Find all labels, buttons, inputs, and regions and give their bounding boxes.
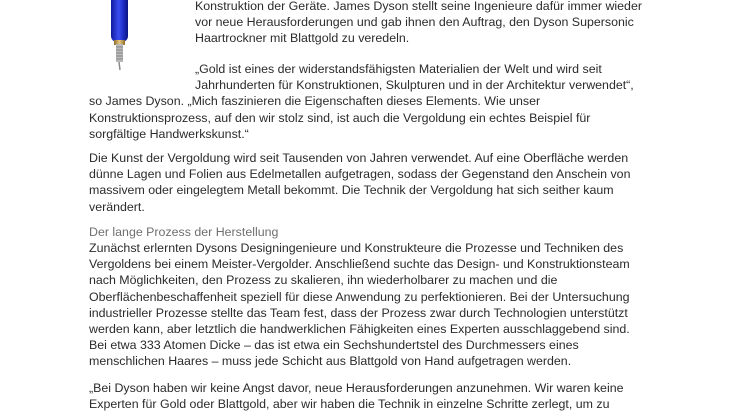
- text-line: dünne Lagen und Folien aus Edelmetallen aufgetragen, sodass der Gegenstand den Anschein von: [89, 167, 631, 182]
- text-line: Haartrockner mit Blattgold zu veredeln.: [195, 31, 410, 46]
- text-line: Die Kunst der Vergoldung wird seit Tausenden von Jahren verwendet. Auf eine Oberfläche werden: [89, 151, 629, 165]
- text-line: menschlichen Haares – muss jede Schicht aus Blattgold von Hand aufgetragen werden.: [89, 354, 572, 369]
- text-line: „Gold ist eines der widerstandsfähigsten Materialien der Welt und wird seit: [195, 62, 602, 76]
- text-line: Oberflächenbeschaffenheit speziell für diese Anwendung zu perfektionieren. Bei der Untersuchung: [89, 289, 630, 304]
- gilding-history-paragraph: [89, 150, 655, 215]
- text-line: Bei etwa 333 Atomen Dicke – das ist etwa ein Sechshundertstel des Durchmessers eines: [89, 338, 579, 353]
- quote-paragraph-dyson: [89, 61, 655, 142]
- text-line: vor neue Herausforderungen und gab ihnen den Auftrag, den Dyson Supersonic: [195, 15, 634, 30]
- text-line: Zunächst erlernten Dysons Designingenieure und Konstrukteure die Prozesse und Techniken des: [89, 241, 624, 255]
- text-line: Experten für Gold oder Blattgold, aber wir haben die Technik in einzelne Schritte zerlegt, um zu: [89, 397, 610, 412]
- text-line: sorgfältige Handwerkskunst.“: [89, 126, 249, 141]
- text-line: massivem oder eingelegtem Metall bekommt. Die Technik der Vergoldung hat sich seither kaum: [89, 183, 614, 198]
- section-heading-text: Der lange Prozess der Herstellung: [89, 225, 279, 239]
- text-line: so James Dyson. „Mich faszinieren die Eigenschaften dieses Elements. Wie unser: [89, 94, 541, 109]
- quote-paragraph-team: [89, 380, 655, 412]
- intro-paragraph: [195, 0, 655, 47]
- text-line: Konstruktionsprozess, auf den wir stolz sind, ist auch die Vergoldung ein echtes Beispiel für: [89, 110, 591, 125]
- text-line: industrieller Prozesse stellte das Team fest, dass der Prozess zwar durch Technologien unterstützt: [89, 305, 628, 320]
- section-heading: [89, 224, 655, 240]
- text-line: werden kann, aber letztlich die handwerklichen Fähigkeiten eines Experten ausschlaggebend sind.: [89, 322, 630, 337]
- process-paragraph: [89, 240, 655, 370]
- text-line: nach Möglichkeiten, den Prozess zu skalieren, ihn wiederholbarer zu machen und die: [89, 273, 558, 288]
- text-line: Konstruktion der Geräte. James Dyson stellt seine Ingenieure dafür immer wieder: [195, 0, 642, 13]
- text-line: verändert.: [89, 199, 145, 214]
- text-line: Jahrhunderten für Konstruktionen, Skulpturen und in der Architektur verwendet“,: [195, 78, 634, 93]
- text-line: „Bei Dyson haben wir keine Angst davor, neue Herausforderungen anzunehmen. Wir waren keine: [89, 381, 624, 395]
- text-line: Vergoldens bei einem Meister-Vergolder. Anschließend suchte das Design- und Konstruktionsteam: [89, 257, 630, 272]
